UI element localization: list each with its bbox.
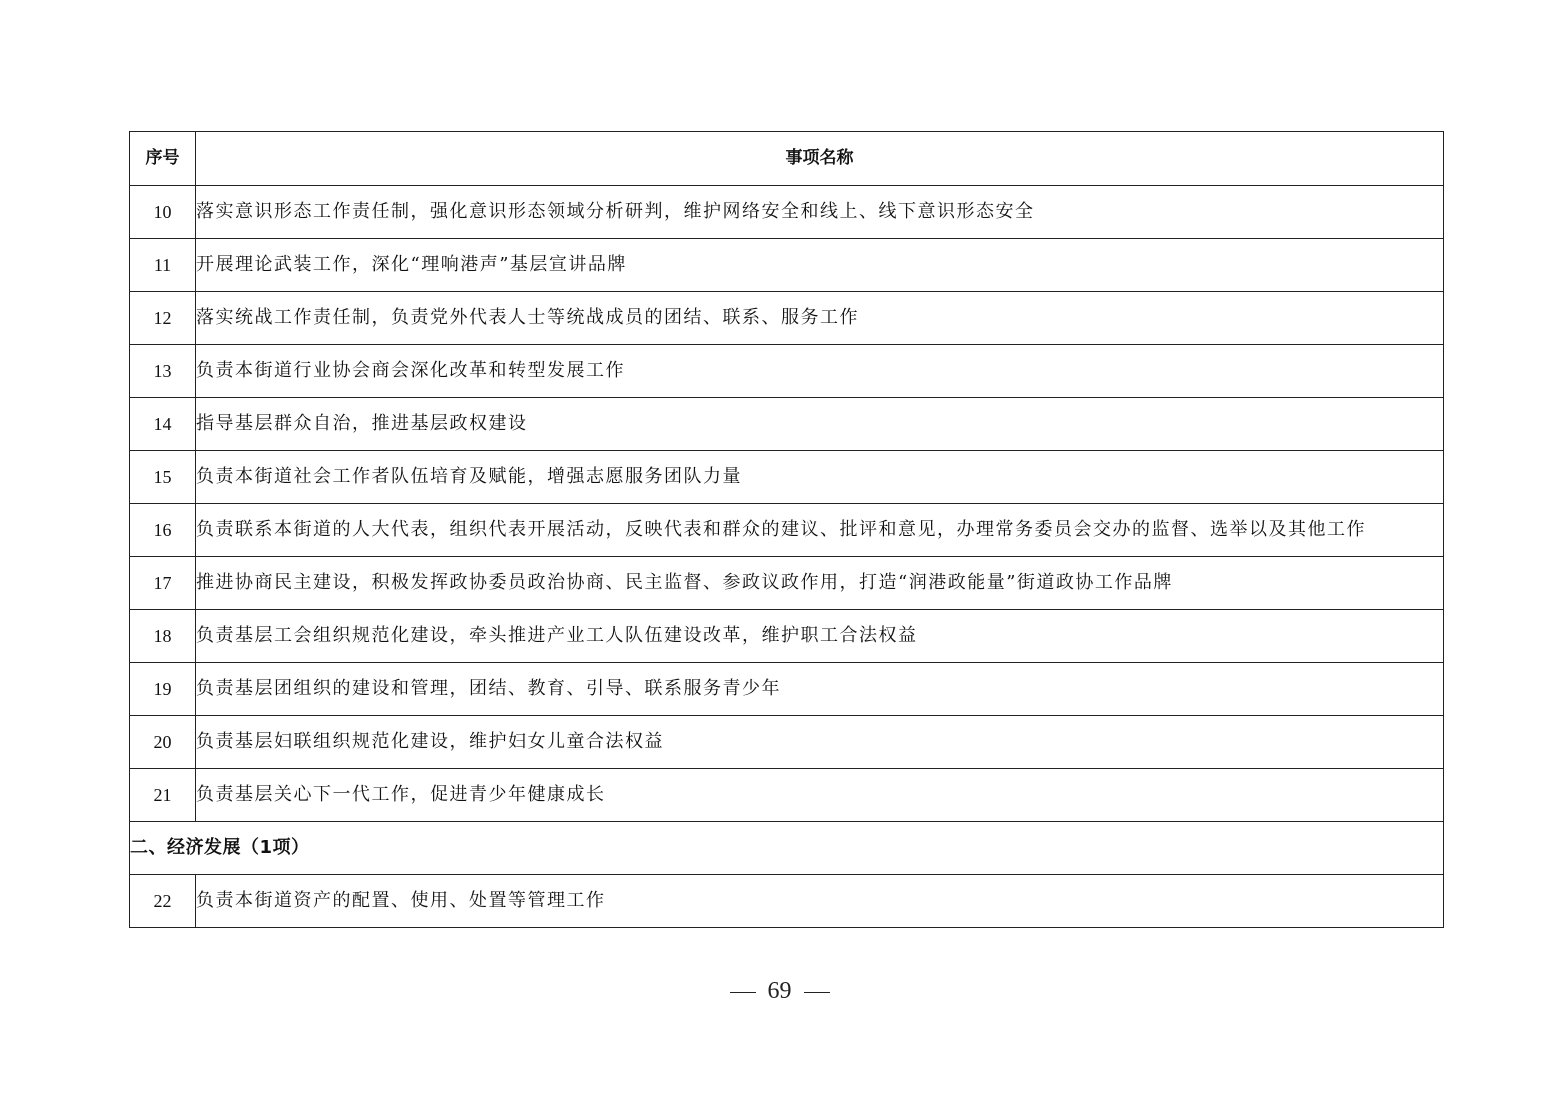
row-number: 18 [130, 610, 196, 663]
table-row [130, 610, 1444, 663]
row-name: 负责基层团组织的建设和管理，团结、教育、引导、联系服务青少年 [196, 663, 1444, 716]
row-name: 开展理论武装工作，深化“理响港声”基层宣讲品牌 [196, 239, 1444, 292]
table-row [130, 557, 1444, 610]
page-footer [0, 978, 1559, 1005]
section-row [130, 822, 1444, 875]
row-number: 16 [130, 504, 196, 557]
table-row [130, 398, 1444, 451]
footer-dash-right [804, 992, 830, 993]
row-number: 11 [130, 239, 196, 292]
row-number: 13 [130, 345, 196, 398]
items-table [129, 131, 1444, 928]
row-name: 负责基层关心下一代工作，促进青少年健康成长 [196, 769, 1444, 822]
row-number: 10 [130, 186, 196, 239]
row-name: 负责本街道资产的配置、使用、处置等管理工作 [196, 875, 1444, 928]
header-number: 序号 [130, 132, 196, 186]
table-row [130, 186, 1444, 239]
table-row [130, 663, 1444, 716]
page-number: 69 [767, 978, 792, 1004]
table-row [130, 239, 1444, 292]
header-name: 事项名称 [196, 132, 1444, 186]
row-number: 19 [130, 663, 196, 716]
row-name: 落实意识形态工作责任制，强化意识形态领域分析研判，维护网络安全和线上、线下意识形态安全 [196, 186, 1444, 239]
row-number: 20 [130, 716, 196, 769]
row-name: 指导基层群众自治，推进基层政权建设 [196, 398, 1444, 451]
row-name: 负责联系本街道的人大代表，组织代表开展活动，反映代表和群众的建议、批评和意见，办理常务委员会交办的监督、选举以及其他工作 [196, 504, 1444, 557]
table-row [130, 451, 1444, 504]
table-row [130, 345, 1444, 398]
table-row [130, 292, 1444, 345]
row-name: 负责基层工会组织规范化建设，牵头推进产业工人队伍建设改革，维护职工合法权益 [196, 610, 1444, 663]
table-row [130, 716, 1444, 769]
row-name: 推进协商民主建设，积极发挥政协委员政治协商、民主监督、参政议政作用，打造“润港政能量”街道政协工作品牌 [196, 557, 1444, 610]
row-number: 14 [130, 398, 196, 451]
section-heading: 二、经济发展（1项） [130, 822, 1444, 875]
table-row [130, 875, 1444, 928]
row-name: 负责基层妇联组织规范化建设，维护妇女儿童合法权益 [196, 716, 1444, 769]
row-number: 22 [130, 875, 196, 928]
table-row [130, 504, 1444, 557]
table-row [130, 769, 1444, 822]
row-number: 17 [130, 557, 196, 610]
row-name: 负责本街道社会工作者队伍培育及赋能，增强志愿服务团队力量 [196, 451, 1444, 504]
row-number: 15 [130, 451, 196, 504]
footer-dash-left [730, 992, 756, 993]
table-header-row [130, 132, 1444, 186]
row-number: 12 [130, 292, 196, 345]
row-name: 落实统战工作责任制，负责党外代表人士等统战成员的团结、联系、服务工作 [196, 292, 1444, 345]
row-name: 负责本街道行业协会商会深化改革和转型发展工作 [196, 345, 1444, 398]
row-number: 21 [130, 769, 196, 822]
